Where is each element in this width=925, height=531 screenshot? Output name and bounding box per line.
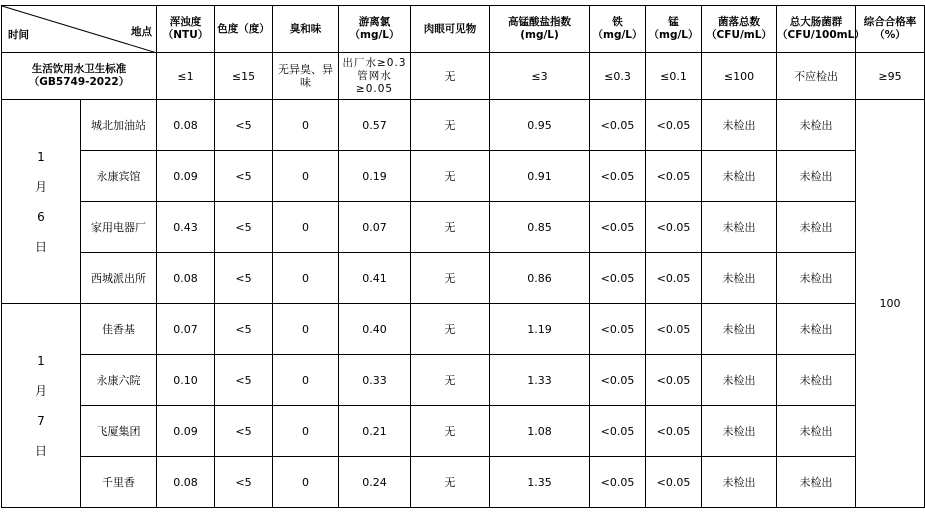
value-coliform: 未检出 bbox=[777, 457, 856, 508]
value-colony-count: 未检出 bbox=[702, 202, 777, 253]
value-visible-matter: 无 bbox=[411, 100, 490, 151]
table-row bbox=[2, 406, 925, 457]
value-permanganate: 1.33 bbox=[490, 355, 590, 406]
value-manganese: <0.05 bbox=[646, 202, 702, 253]
value-color: <5 bbox=[215, 355, 273, 406]
value-turbidity: 0.09 bbox=[157, 406, 215, 457]
header-free-chlorine: 游离氯（mg/L） bbox=[339, 6, 411, 53]
value-iron: <0.05 bbox=[590, 151, 646, 202]
value-iron: <0.05 bbox=[590, 253, 646, 304]
value-color: <5 bbox=[215, 151, 273, 202]
value-manganese: <0.05 bbox=[646, 355, 702, 406]
table-row bbox=[2, 355, 925, 406]
value-free-chlorine: 0.24 bbox=[339, 457, 411, 508]
value-turbidity: 0.07 bbox=[157, 304, 215, 355]
value-color: <5 bbox=[215, 202, 273, 253]
site-name: 千里香 bbox=[81, 457, 157, 508]
site-name: 西城派出所 bbox=[81, 253, 157, 304]
value-odor: 0 bbox=[273, 253, 339, 304]
value-manganese: <0.05 bbox=[646, 406, 702, 457]
value-iron: <0.05 bbox=[590, 355, 646, 406]
value-colony-count: 未检出 bbox=[702, 457, 777, 508]
site-name: 永康宾馆 bbox=[81, 151, 157, 202]
value-color: <5 bbox=[215, 457, 273, 508]
value-color: <5 bbox=[215, 100, 273, 151]
value-odor: 0 bbox=[273, 151, 339, 202]
value-iron: <0.05 bbox=[590, 100, 646, 151]
value-odor: 0 bbox=[273, 406, 339, 457]
value-colony-count: 未检出 bbox=[702, 151, 777, 202]
value-odor: 0 bbox=[273, 355, 339, 406]
header-pass-rate: 综合合格率（%） bbox=[856, 6, 925, 53]
standard-iron: ≤0.3 bbox=[590, 53, 646, 100]
standard-turbidity: ≤1 bbox=[157, 53, 215, 100]
value-manganese: <0.05 bbox=[646, 151, 702, 202]
water-quality-table bbox=[1, 5, 925, 508]
header-colony-count: 菌落总数（CFU/mL） bbox=[702, 6, 777, 53]
value-permanganate: 1.08 bbox=[490, 406, 590, 457]
value-iron: <0.05 bbox=[590, 202, 646, 253]
value-turbidity: 0.09 bbox=[157, 151, 215, 202]
value-visible-matter: 无 bbox=[411, 406, 490, 457]
value-permanganate: 0.91 bbox=[490, 151, 590, 202]
table-row bbox=[2, 202, 925, 253]
value-coliform: 未检出 bbox=[777, 151, 856, 202]
header-row bbox=[2, 6, 925, 53]
header-coliform: 总大肠菌群（CFU/100mL） bbox=[777, 6, 856, 53]
standard-color: ≤15 bbox=[215, 53, 273, 100]
value-color: <5 bbox=[215, 253, 273, 304]
standard-free-chlorine: 出厂水≥0.3 管网水≥0.05 bbox=[339, 53, 411, 100]
value-manganese: <0.05 bbox=[646, 304, 702, 355]
standard-label: 生活饮用水卫生标准（GB5749-2022） bbox=[2, 53, 157, 100]
date-char: 日 bbox=[34, 443, 47, 458]
value-odor: 0 bbox=[273, 100, 339, 151]
location-label: 地点 bbox=[131, 26, 152, 38]
value-coliform: 未检出 bbox=[777, 406, 856, 457]
header-manganese: 锰（mg/L） bbox=[646, 6, 702, 53]
site-name: 永康六院 bbox=[81, 355, 157, 406]
date-char: 1 bbox=[37, 149, 45, 164]
value-permanganate: 1.19 bbox=[490, 304, 590, 355]
value-colony-count: 未检出 bbox=[702, 406, 777, 457]
value-permanganate: 1.35 bbox=[490, 457, 590, 508]
value-color: <5 bbox=[215, 406, 273, 457]
value-free-chlorine: 0.07 bbox=[339, 202, 411, 253]
value-manganese: <0.05 bbox=[646, 100, 702, 151]
table-row bbox=[2, 100, 925, 151]
date-char: 日 bbox=[34, 239, 47, 254]
overall-pass-rate: 100 bbox=[856, 100, 925, 508]
value-turbidity: 0.08 bbox=[157, 100, 215, 151]
value-color: <5 bbox=[215, 304, 273, 355]
date-cell bbox=[2, 304, 81, 508]
value-coliform: 未检出 bbox=[777, 202, 856, 253]
value-colony-count: 未检出 bbox=[702, 304, 777, 355]
value-iron: <0.05 bbox=[590, 406, 646, 457]
value-turbidity: 0.08 bbox=[157, 457, 215, 508]
value-coliform: 未检出 bbox=[777, 355, 856, 406]
value-free-chlorine: 0.33 bbox=[339, 355, 411, 406]
site-name: 佳香基 bbox=[81, 304, 157, 355]
corner-header-cell bbox=[2, 6, 157, 53]
time-label: 时间 bbox=[8, 29, 29, 41]
header-visible-matter: 肉眼可见物 bbox=[411, 6, 490, 53]
value-colony-count: 未检出 bbox=[702, 253, 777, 304]
site-name: 城北加油站 bbox=[81, 100, 157, 151]
date-char: 6 bbox=[37, 209, 45, 224]
value-turbidity: 0.43 bbox=[157, 202, 215, 253]
value-colony-count: 未检出 bbox=[702, 355, 777, 406]
value-free-chlorine: 0.41 bbox=[339, 253, 411, 304]
value-visible-matter: 无 bbox=[411, 355, 490, 406]
value-odor: 0 bbox=[273, 304, 339, 355]
table-row bbox=[2, 457, 925, 508]
value-visible-matter: 无 bbox=[411, 253, 490, 304]
value-visible-matter: 无 bbox=[411, 457, 490, 508]
value-permanganate: 0.86 bbox=[490, 253, 590, 304]
standard-pass-rate: ≥95 bbox=[856, 53, 925, 100]
standard-row bbox=[2, 53, 925, 100]
value-free-chlorine: 0.57 bbox=[339, 100, 411, 151]
value-permanganate: 0.95 bbox=[490, 100, 590, 151]
standard-odor: 无异臭、异味 bbox=[273, 53, 339, 100]
value-colony-count: 未检出 bbox=[702, 100, 777, 151]
value-coliform: 未检出 bbox=[777, 100, 856, 151]
value-turbidity: 0.08 bbox=[157, 253, 215, 304]
table-row bbox=[2, 304, 925, 355]
header-odor: 臭和味 bbox=[273, 6, 339, 53]
value-visible-matter: 无 bbox=[411, 202, 490, 253]
standard-permanganate: ≤3 bbox=[490, 53, 590, 100]
table-row bbox=[2, 151, 925, 202]
header-permanganate: 高锰酸盐指数(mg/L) bbox=[490, 6, 590, 53]
header-turbidity: 浑浊度（NTU） bbox=[157, 6, 215, 53]
date-char: 月 bbox=[34, 383, 47, 398]
value-turbidity: 0.10 bbox=[157, 355, 215, 406]
value-visible-matter: 无 bbox=[411, 151, 490, 202]
value-odor: 0 bbox=[273, 457, 339, 508]
value-odor: 0 bbox=[273, 202, 339, 253]
value-manganese: <0.05 bbox=[646, 457, 702, 508]
value-visible-matter: 无 bbox=[411, 304, 490, 355]
site-name: 家用电器厂 bbox=[81, 202, 157, 253]
date-char: 月 bbox=[34, 179, 47, 194]
date-char: 7 bbox=[37, 413, 45, 428]
standard-visible-matter: 无 bbox=[411, 53, 490, 100]
value-iron: <0.05 bbox=[590, 304, 646, 355]
value-free-chlorine: 0.21 bbox=[339, 406, 411, 457]
value-permanganate: 0.85 bbox=[490, 202, 590, 253]
header-color: 色度（度） bbox=[215, 6, 273, 53]
standard-manganese: ≤0.1 bbox=[646, 53, 702, 100]
value-coliform: 未检出 bbox=[777, 253, 856, 304]
standard-colony-count: ≤100 bbox=[702, 53, 777, 100]
value-coliform: 未检出 bbox=[777, 304, 856, 355]
site-name: 飞厦集团 bbox=[81, 406, 157, 457]
value-free-chlorine: 0.19 bbox=[339, 151, 411, 202]
date-cell bbox=[2, 100, 81, 304]
value-manganese: <0.05 bbox=[646, 253, 702, 304]
value-iron: <0.05 bbox=[590, 457, 646, 508]
standard-coliform: 不应检出 bbox=[777, 53, 856, 100]
date-char: 1 bbox=[37, 353, 45, 368]
table-row bbox=[2, 253, 925, 304]
header-iron: 铁（mg/L） bbox=[590, 6, 646, 53]
value-free-chlorine: 0.40 bbox=[339, 304, 411, 355]
